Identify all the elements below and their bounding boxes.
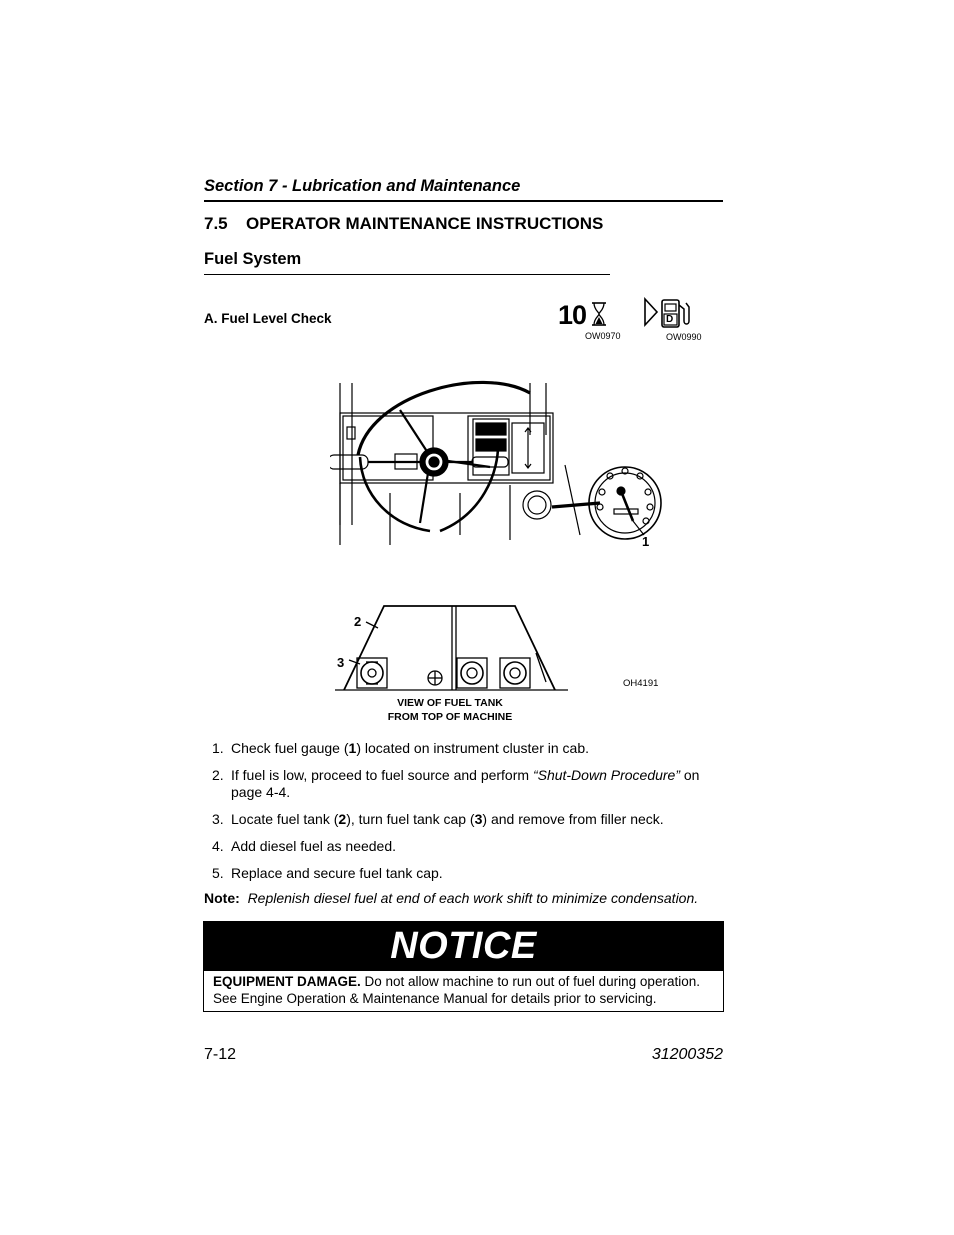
step-item: 1. Check fuel gauge (1) located on instrument cluster in cab.: [212, 740, 589, 756]
notice-heading: NOTICE: [390, 925, 537, 967]
procedure-steps: [204, 740, 714, 892]
callout-1: 1: [642, 534, 650, 549]
callout-3: 3: [337, 655, 345, 670]
section-number: 7.5: [204, 214, 228, 233]
diesel-fuel-icon: [643, 297, 693, 336]
step-item: 2. If fuel is low, proceed to fuel source and perform “Shut-Down Procedure” on page 4-4.: [212, 767, 700, 800]
notice-lead: EQUIPMENT DAMAGE.: [213, 974, 361, 989]
hourglass-icon: [591, 301, 607, 327]
subsection-rule: [204, 274, 610, 275]
section-header: Section 7 - Lubrication and Maintenance: [204, 177, 521, 195]
figure-code: OH4191: [623, 678, 659, 689]
diesel-letter: D: [666, 314, 674, 325]
step-item: 5. Replace and secure fuel tank cap.: [212, 865, 443, 881]
step-item: 4. Add diesel fuel as needed.: [212, 838, 397, 854]
interval-number: 10: [558, 300, 587, 330]
notice-box: [203, 921, 724, 1012]
callout-2: 2: [354, 614, 362, 629]
interval-icon-code: OW0970: [585, 331, 621, 341]
notice-band: [204, 922, 723, 971]
section-title-text: OPERATOR MAINTENANCE INSTRUCTIONS: [246, 214, 604, 233]
note: [204, 890, 724, 906]
page-number: 7-12: [204, 1046, 237, 1063]
notice-body: Do not allow machine to run out of fuel during operation. See Engine Operation & Maintenance Manual for details prior to servicing.: [213, 974, 700, 1006]
subsection-title: Fuel System: [204, 250, 302, 268]
caption-line-2: FROM TOP OF MACHINE: [387, 711, 513, 723]
step-item: 3. Locate fuel tank (2), turn fuel tank cap (3) and remove from filler neck.: [212, 811, 664, 827]
fuel-tank-top-view-illustration: [330, 598, 580, 698]
header-rule: [204, 200, 723, 202]
cab-dashboard-illustration: [330, 375, 670, 555]
section-title: [204, 214, 603, 234]
caption-line-1: VIEW OF FUEL TANK: [397, 697, 503, 709]
note-text: Replenish diesel fuel at end of each work shift to minimize condensation.: [247, 890, 699, 906]
notice-text: [213, 973, 718, 1007]
figure-caption: [350, 696, 550, 724]
fuel-icon-code: OW0990: [666, 332, 702, 342]
document-number: 31200352: [651, 1046, 723, 1063]
interval-10-hours-icon: [558, 300, 607, 331]
note-label: Note:: [204, 890, 240, 906]
step-title: A. Fuel Level Check: [204, 311, 332, 326]
